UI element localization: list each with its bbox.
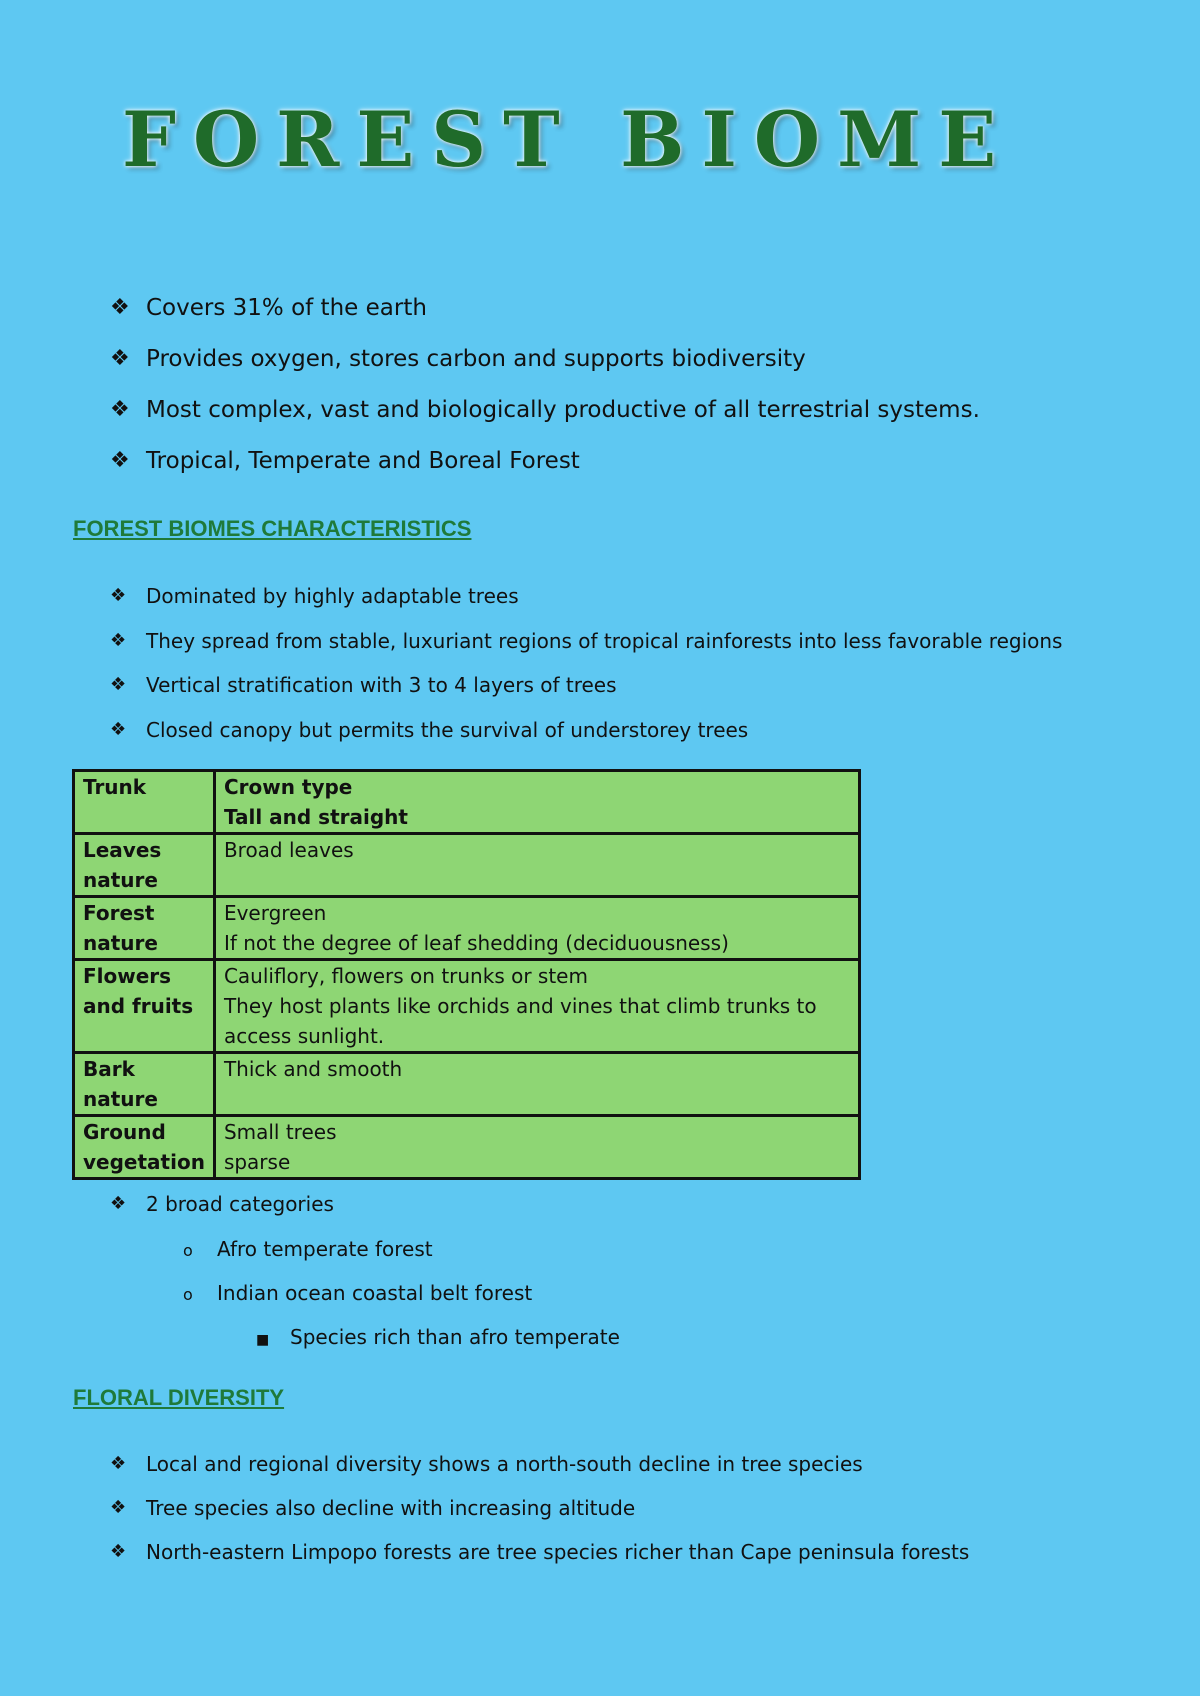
sub-list-item bbox=[183, 1277, 532, 1311]
list-item-text: Vertical stratification with 3 to 4 layers of trees bbox=[146, 673, 617, 697]
list-item-text: Local and regional diversity shows a north-south decline in tree species bbox=[146, 1452, 863, 1476]
page-title: FOREST BIOME bbox=[122, 95, 1014, 184]
table-value-cell bbox=[214, 834, 859, 897]
table-value-line: Thick and smooth bbox=[223, 1057, 403, 1081]
table-row bbox=[74, 1116, 860, 1179]
table-value-cell bbox=[214, 960, 859, 1053]
list-item-text: Closed canopy but permits the survival of understorey trees bbox=[146, 717, 749, 742]
intro-bullet-list bbox=[110, 290, 980, 494]
sub-list-item bbox=[183, 1233, 433, 1267]
sub-sub-list-item-text: Species rich than afro temperate bbox=[290, 1325, 620, 1349]
list-item-text: Tree species also decline with increasing altitude bbox=[146, 1496, 636, 1520]
circle-bullet-icon: o bbox=[183, 1285, 193, 1304]
list-item bbox=[110, 1448, 969, 1492]
list-item-text: Most complex, vast and biologically productive of all terrestrial systems. bbox=[146, 397, 980, 423]
table-value-line: Cauliflory, flowers on trunks or stem bbox=[223, 964, 588, 988]
list-item bbox=[110, 1188, 334, 1232]
characteristics-bullet-list bbox=[110, 580, 1062, 758]
sub-list-item-text: Afro temperate forest bbox=[217, 1237, 433, 1261]
diamond-bullet-icon: ❖ bbox=[110, 448, 130, 473]
table-value-line: sparse bbox=[223, 1150, 291, 1174]
table-key-cell: Trunk bbox=[74, 771, 215, 834]
list-item-text: 2 broad categories bbox=[146, 1192, 334, 1216]
list-item bbox=[110, 1536, 969, 1580]
list-item bbox=[110, 392, 980, 443]
list-item bbox=[110, 341, 980, 392]
diamond-bullet-icon: ❖ bbox=[110, 718, 127, 740]
list-item-text: They spread from stable, luxuriant regions of tropical rainforests into less favorable regions bbox=[146, 628, 1063, 653]
diamond-bullet-icon: ❖ bbox=[110, 585, 127, 606]
table-key-cell: Bark nature bbox=[74, 1053, 215, 1116]
diamond-bullet-icon: ❖ bbox=[110, 295, 130, 320]
diamond-bullet-icon: ❖ bbox=[110, 1497, 127, 1518]
table-value-line: Broad leaves bbox=[223, 838, 354, 862]
table-row bbox=[74, 834, 860, 897]
diamond-bullet-icon: ❖ bbox=[110, 674, 127, 695]
list-item-text: Covers 31% of the earth bbox=[146, 295, 427, 321]
diamond-bullet-icon: ❖ bbox=[110, 346, 130, 371]
sub-list-item-text: Indian ocean coastal belt forest bbox=[217, 1281, 533, 1305]
table-value-line: Tall and straight bbox=[223, 805, 408, 829]
list-item bbox=[110, 625, 1062, 670]
table-value-cell bbox=[214, 1116, 859, 1179]
list-item bbox=[110, 714, 1062, 759]
table-row bbox=[74, 897, 860, 960]
table-key-cell: Ground vegetation bbox=[74, 1116, 215, 1179]
table-row bbox=[74, 771, 860, 834]
table-row bbox=[74, 960, 860, 1053]
list-item-text: Dominated by highly adaptable trees bbox=[146, 584, 519, 608]
floral-bullet-list bbox=[110, 1448, 969, 1580]
list-item bbox=[110, 443, 980, 494]
table-value-line: They host plants like orchids and vines that climb trunks to access sunlight. bbox=[223, 994, 817, 1048]
characteristics-table bbox=[72, 769, 861, 1180]
table-value-line: Crown type bbox=[223, 775, 353, 799]
list-item bbox=[110, 1492, 969, 1536]
diamond-bullet-icon: ❖ bbox=[110, 1193, 127, 1214]
list-item-text: North-eastern Limpopo forests are tree species richer than Cape peninsula forests bbox=[146, 1540, 970, 1564]
list-item-text: Provides oxygen, stores carbon and supports biodiversity bbox=[146, 346, 806, 372]
table-value-line: Evergreen bbox=[223, 901, 327, 925]
circle-bullet-icon: o bbox=[183, 1241, 193, 1260]
diamond-bullet-icon: ❖ bbox=[110, 629, 127, 651]
list-item-text: Tropical, Temperate and Boreal Forest bbox=[146, 448, 580, 474]
diamond-bullet-icon: ❖ bbox=[110, 397, 130, 422]
list-item bbox=[110, 290, 980, 341]
table-value-line: Small trees bbox=[223, 1120, 337, 1144]
table-value-cell bbox=[214, 771, 859, 834]
list-item bbox=[110, 669, 1062, 714]
diamond-bullet-icon: ❖ bbox=[110, 1453, 127, 1474]
table-key-cell: Flowers and fruits bbox=[74, 960, 215, 1053]
table-value-cell bbox=[214, 897, 859, 960]
square-bullet-icon: ■ bbox=[256, 1332, 270, 1348]
characteristics-heading: FOREST BIOMES CHARACTERISTICS bbox=[73, 516, 472, 541]
table-value-cell bbox=[214, 1053, 859, 1116]
table-row bbox=[74, 1053, 860, 1116]
categories-bullet-list bbox=[110, 1188, 334, 1232]
sub-sub-list-item bbox=[256, 1321, 620, 1356]
list-item bbox=[110, 580, 1062, 625]
diamond-bullet-icon: ❖ bbox=[110, 1541, 127, 1562]
table-key-cell: Forest nature bbox=[74, 897, 215, 960]
table-value-line: If not the degree of leaf shedding (deciduousness) bbox=[223, 931, 729, 955]
table-key-cell: Leaves nature bbox=[74, 834, 215, 897]
floral-diversity-heading: FLORAL DIVERSITY bbox=[73, 1385, 285, 1410]
